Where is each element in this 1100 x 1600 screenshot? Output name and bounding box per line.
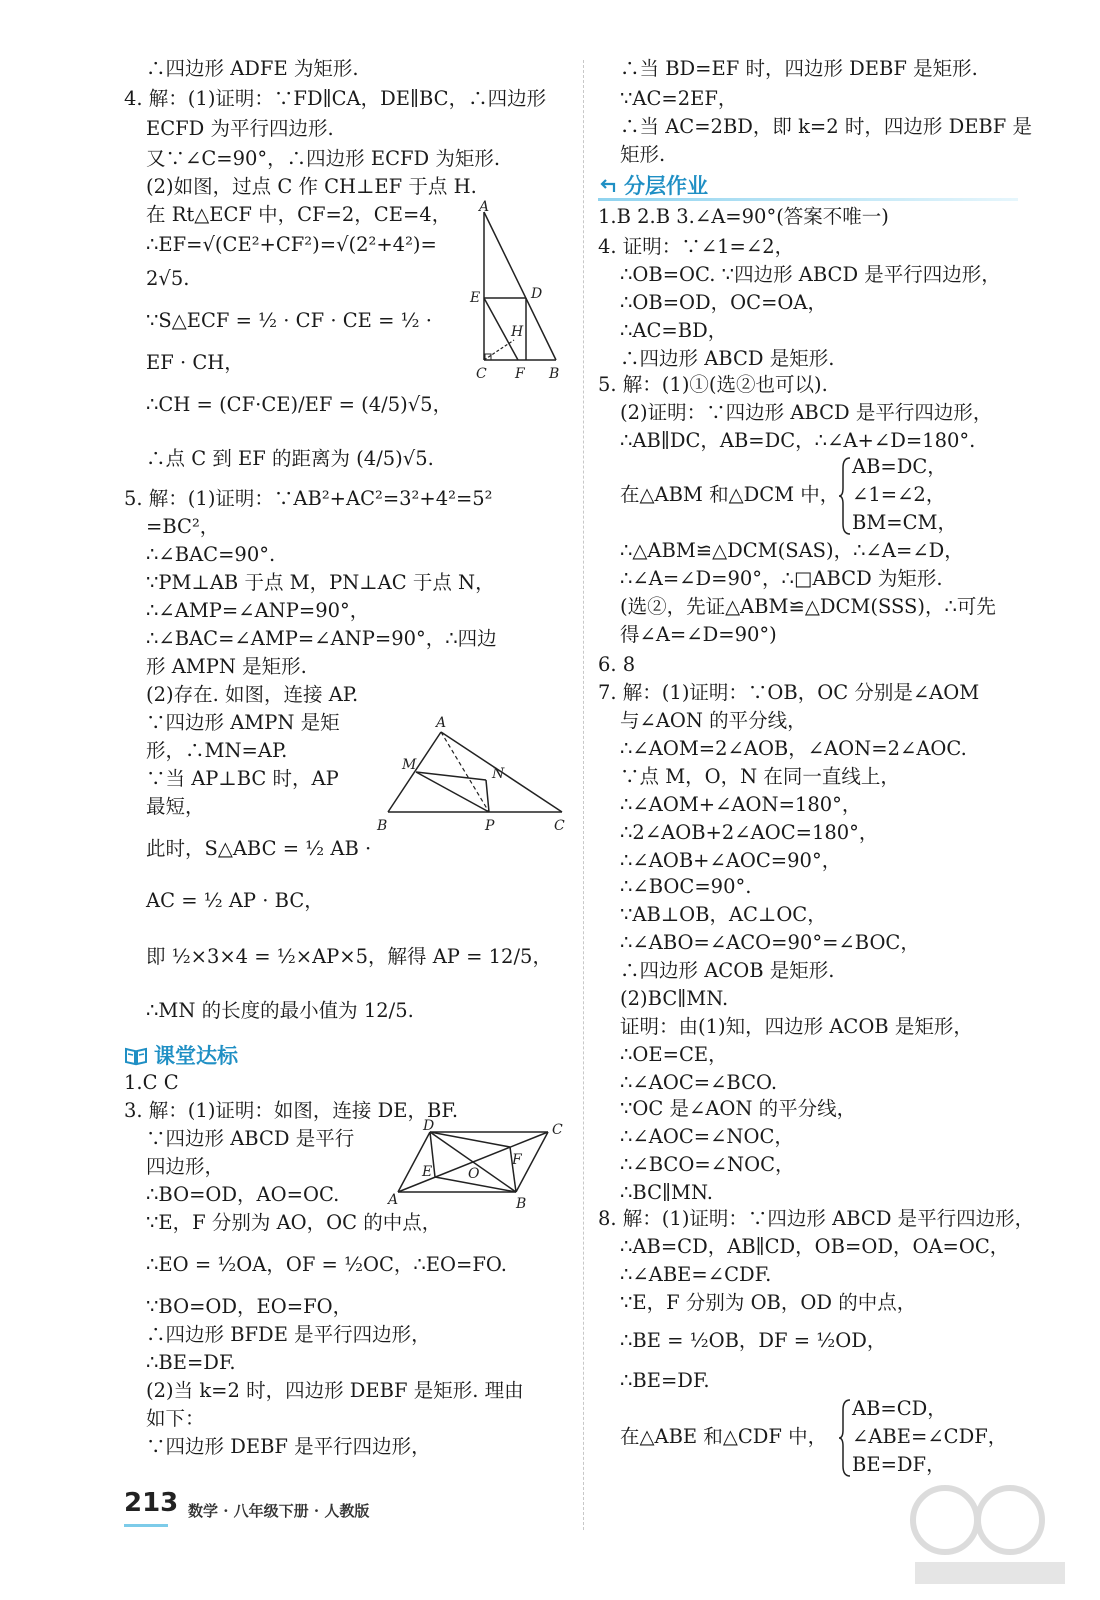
text-line: AC = ½ AP · BC， [146,889,324,912]
text-line: ∴AB∥DC，AB=DC，∴∠A+∠D=180°. [620,429,976,452]
text-line: (2)BC∥MN. [620,987,729,1010]
text-line: ∴四边形 ADFE 为矩形. [146,57,359,80]
system-line: AB=CD， [852,1397,947,1420]
page-number-underline [124,1524,168,1527]
text-line: ∴点 C 到 EF 的距离为 (4/5)√5. [146,447,434,470]
text-line: ∴当 BD=EF 时，四边形 DEBF 是矩形. [620,57,978,80]
heading-layered-text: 分层作业 [624,174,708,198]
text-line: ∴∠AOC=∠NOC， [620,1125,794,1148]
fig3-label: B [516,1196,527,1212]
fig2-label: N [492,766,505,782]
text-line: =BC²， [146,515,220,538]
text-line: ∵四边形 AMPN 是矩 [146,711,340,734]
column-divider [583,60,584,1530]
text-line: ∴∠BCO=∠NOC， [620,1153,795,1176]
text-line: 形 AMPN 是矩形. [146,655,307,678]
fig2-segment-ap [441,732,489,812]
text-line: 得∠A=∠D=90°) [620,623,777,646]
text-line: ∵E，F 分别为 AO，OC 的中点， [146,1211,442,1234]
text-line: 与∠AON 的平分线， [620,709,807,732]
text-line: ∴BE = ½OB，DF = ½OD， [620,1329,887,1352]
book-icon [124,1046,148,1066]
text-line: ∵四边形 ABCD 是平行 [146,1127,355,1150]
text-line: (2)证明：∵四边形 ABCD 是平行四边形， [620,401,993,424]
text-line: ∵四边形 DEBF 是平行四边形， [146,1435,431,1458]
text-line: ∵E，F 分别为 OB，OD 的中点， [620,1291,917,1314]
text-line: ∴∠AOB+∠AOC=90°， [620,849,842,872]
text-line: 最短， [146,795,205,818]
text-line: ∵AB⊥OB，AC⊥OC， [620,903,827,926]
text-line: ∵OC 是∠AON 的平分线， [620,1097,857,1120]
fig1-label: B [549,366,560,382]
text-line: 在 Rt△ECF 中，CF=2，CE=4， [146,203,452,226]
system-line: BM=CM， [852,511,958,534]
text-line: ∴BO=OD，AO=OC. [146,1183,340,1206]
fig1-altitude [484,340,514,360]
text-line: ∴∠AOC=∠BCO. [620,1071,778,1094]
text-line: 8. 解：(1)证明：∵四边形 ABCD 是平行四边形， [598,1207,1035,1230]
text-line: ∴CH = (CF·CE)/EF = (4/5)√5， [146,393,453,416]
brace-icon [838,456,852,536]
fig3-label: C [552,1122,563,1138]
fig3-edge [430,1132,516,1192]
text-line: ∴∠A=∠D=90°，∴□ABCD 为矩形. [620,567,943,590]
text-line: ∴BE=DF. [146,1351,236,1374]
text-line: ∴EF=√(CE²+CF²)=√(2²+4²)= [146,233,437,256]
text-line: ∴∠AMP=∠ANP=90°， [146,599,370,622]
text-line: 1.B 2.B 3.∠A=90°(答案不唯一) [598,205,889,228]
text-line: 4. 证明：∵∠1=∠2， [598,235,795,258]
fig2-label: B [377,818,388,834]
fig3-label: F [512,1152,522,1168]
text-line: ∵PM⊥AB 于点 M，PN⊥AC 于点 N， [146,571,495,594]
text-line: 矩形. [620,143,666,166]
fig3-edge [398,1132,433,1192]
text-line: ∴AC=BD， [620,319,728,342]
text-line: 2√5. [146,267,190,290]
text-line: 如下： [146,1407,205,1430]
text-line: ∴△ABM≌△DCM(SAS)，∴∠A=∠D， [620,539,964,562]
text-line: ∴MN 的长度的最小值为 12/5. [146,999,414,1022]
text-line: ∴BE=DF. [620,1369,710,1392]
text-line: ∴EO = ½OA，OF = ½OC，∴EO=FO. [146,1253,507,1276]
fig1-label: C [476,366,487,382]
text-line: ∵AC=2EF， [620,87,738,110]
text-line: 7. 解：(1)证明：∵OB，OC 分别是∠AOM [598,681,980,704]
fig2-label: A [436,715,447,731]
text-line: ∴当 AC=2BD，即 k=2 时，四边形 DEBF 是 [620,115,1032,138]
heading-classroom [124,1040,238,1070]
heading-classroom-text: 课堂达标 [154,1044,238,1068]
fig3-label: D [423,1118,435,1134]
text-line: 4. 解：(1)证明：∵FD∥CA，DE∥BC，∴四边形 [124,87,547,110]
text-line: ∴四边形 ACOB 是矩形. [620,959,835,982]
text-line: ECFD 为平行四边形. [146,117,334,140]
brace-icon [838,1398,852,1478]
figure-right-triangle [470,199,574,382]
fig2-edge [416,772,486,780]
text-line: ∵点 M，O，N 在同一直线上， [620,765,900,788]
text-line: 5. 解：(1)①(选②也可以). [598,373,828,396]
text-line: 即 ½×3×4 = ½×AP×5，解得 AP = 12/5， [146,945,552,968]
text-line: ∴BC∥MN. [620,1181,714,1204]
text-line: (2)存在. 如图，连接 AP. [146,683,359,706]
text-line: ∴∠BOC=90°. [620,875,752,898]
text-line: ∴∠BAC=∠AMP=∠ANP=90°，∴四边 [146,627,497,650]
text-line: ∴OE=CE， [620,1043,728,1066]
book-info: 数学 · 八年级下册 · 人教版 [188,1502,370,1520]
text-line: ∴OB=OD，OC=OA， [620,291,827,314]
figure-triangle-amn [366,716,566,836]
text-line: ∴2∠AOB+2∠AOC=180°， [620,821,879,844]
text-line: 5. 解：(1)证明：∵AB²+AC²=3²+4²=5² [124,487,493,510]
fig2-label: P [485,818,495,834]
fig3-label: E [422,1164,433,1180]
heading-underline [598,198,1018,201]
text-line: EF · CH， [146,351,244,374]
fig1-label: F [515,366,525,382]
text-line: 此时，S△ABC = ½ AB · [146,837,372,860]
text-line: ∴AB=CD，AB∥CD，OB=OD，OA=OC， [620,1235,1010,1258]
fig3-label: O [468,1166,480,1182]
return-arrow-icon [598,176,618,196]
text-line: ∴∠AOM=2∠AOB，∠AON=2∠AOC. [620,737,967,760]
fig2-label: C [554,818,565,834]
text-line: ∴OB=OC. ∵四边形 ABCD 是平行四边形， [620,263,1001,286]
text-line: 形，∴MN=AP. [146,739,288,762]
system-line: AB=DC， [852,455,947,478]
text-line: ∴∠ABO=∠ACO=90°=∠BOC， [620,931,920,954]
text-line: (2)当 k=2 时，四边形 DEBF 是矩形. 理由 [146,1379,524,1402]
heading-layered [598,170,708,200]
text-line: 6. 8 [598,653,636,676]
text-line: (选②，先证△ABM≌△DCM(SSS)，∴可先 [620,595,996,618]
text-line: 在△ABE 和△CDF 中， [620,1425,828,1448]
text-line: ∵BO=OD，EO=FO， [146,1295,353,1318]
text-line: ∴∠BAC=90°. [146,543,276,566]
text-line: 证明：由(1)知，四边形 ACOB 是矩形， [620,1015,973,1038]
fig1-label: D [531,286,543,302]
figure-parallelogram [388,1120,574,1212]
text-line: ∴四边形 BFDE 是平行四边形， [146,1323,431,1346]
text-line: 1.C C [124,1071,179,1094]
system-line: BE=DF， [852,1453,946,1476]
fig1-label: A [479,199,490,215]
page-number: 213 [124,1488,179,1518]
fig1-label: E [470,290,481,306]
fig3-label: A [388,1192,399,1208]
text-line: (2)如图，过点 C 作 CH⊥EF 于点 H. [146,175,477,198]
fig1-label: H [511,324,524,340]
text-line: ∵当 AP⊥BC 时，AP [146,767,339,790]
text-line: 四边形， [146,1155,225,1178]
fig2-label: M [402,757,417,773]
text-line: 3. 解：(1)证明：如图，连接 DE，BF. [124,1099,459,1122]
text-line: ∴∠ABE=∠CDF. [620,1263,772,1286]
system-line: ∠ABE=∠CDF， [852,1425,1008,1448]
text-line: 在△ABM 和△DCM 中， [620,483,840,506]
text-line: ∴四边形 ABCD 是矩形. [620,347,835,370]
watermark-logo-icon [905,1480,1075,1590]
text-line: ∵S△ECF = ½ · CF · CE = ½ · [146,309,432,332]
system-line: ∠1=∠2， [852,483,946,506]
text-line: 又∵∠C=90°，∴四边形 ECFD 为矩形. [146,147,501,170]
text-line: ∴∠AOM+∠AON=180°， [620,793,862,816]
fig2-edge [416,772,489,812]
